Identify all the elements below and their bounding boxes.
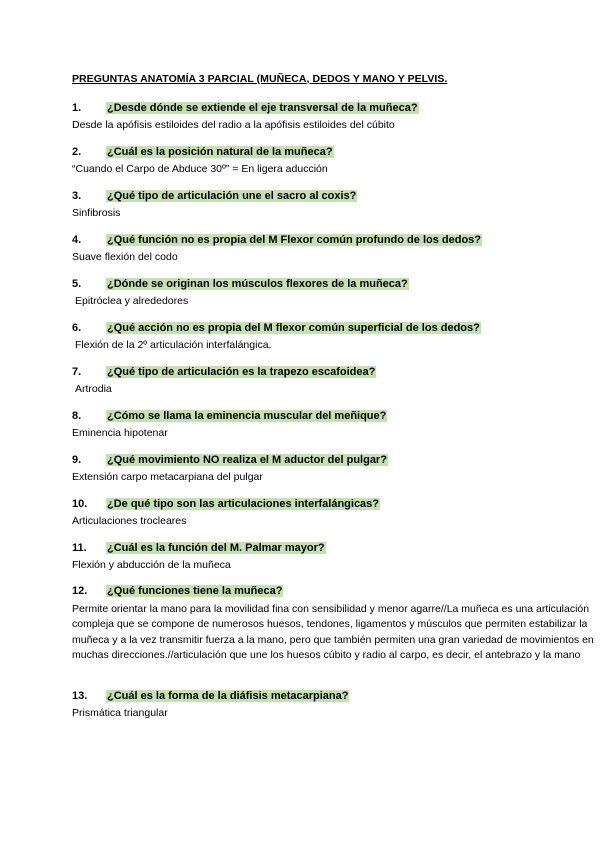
question-7	[72, 365, 572, 380]
question-number: 13.	[72, 690, 88, 702]
question-number: 10.	[72, 498, 88, 510]
qa-item-2	[72, 145, 572, 176]
question-text: ¿Qué funciones tiene la muñeca?	[107, 585, 283, 597]
question-13	[72, 689, 572, 704]
question-number: 1.	[72, 102, 82, 114]
qa-item-8	[72, 409, 572, 440]
question-text: ¿De qué tipo son las articulaciones interfalángicas?	[107, 498, 380, 510]
answer-4: Suave flexión del codo	[72, 251, 178, 263]
qa-item-12	[72, 584, 594, 663]
qa-item-11	[72, 541, 572, 572]
answer-13: Prismática triangular	[72, 707, 168, 719]
qa-item-7	[72, 365, 572, 396]
answer-11: Flexión y abducción de la muñeca	[72, 559, 231, 571]
question-text: ¿Cuál es la posición natural de la muñeca?	[107, 146, 333, 158]
question-9	[72, 453, 572, 468]
question-number: 5.	[72, 278, 82, 290]
question-10	[72, 497, 572, 512]
question-number: 2.	[72, 146, 82, 158]
question-text: ¿Qué función no es propia del M Flexor común profundo de los dedos?	[107, 234, 482, 246]
answer-10: Articulaciones trocleares	[72, 515, 187, 527]
question-text: ¿Qué tipo de articulación es la trapezo escafoidea?	[107, 366, 376, 378]
question-text: ¿Cuál es la función del M. Palmar mayor?	[107, 542, 325, 554]
question-2	[72, 145, 572, 160]
answer-8: Eminencia hipotenar	[72, 427, 168, 439]
question-text: ¿Dónde se originan los músculos flexores de la muñeca?	[107, 278, 408, 290]
qa-item-5	[72, 277, 572, 308]
question-12	[72, 584, 572, 599]
question-number: 9.	[72, 454, 82, 466]
question-number: 7.	[72, 366, 82, 378]
question-3	[72, 189, 572, 204]
question-number: 11.	[72, 542, 87, 554]
question-number: 4.	[72, 234, 82, 246]
question-number: 6.	[72, 322, 82, 334]
question-8	[72, 409, 572, 424]
question-text: ¿Qué tipo de articulación une el sacro al coxis?	[107, 190, 357, 202]
answer-1: Desde la apófisis estiloides del radio a la apófisis estiloides del cúbito	[72, 119, 395, 131]
question-4	[72, 233, 572, 248]
qa-item-9	[72, 453, 572, 484]
question-number: 12.	[72, 585, 88, 597]
answer-9: Extensión carpo metacarpiana del pulgar	[72, 471, 263, 483]
question-5	[72, 277, 572, 292]
qa-item-13	[72, 689, 572, 720]
answer-12: Permite orientar la mano para la movilidad fina con sensibilidad y menor agarre//La muñeca es una articulación compleja que se compone de numerosos huesos, tendones, ligamentos y músculos que permiten estabilizar la muñeca y a la vez transmitir fuerza a la mano, pero que también permiten una gran variedad de movimientos en muchas direcciones.//articulación que une los huesos cúbito y radio al carpo, es decir, el antebrazo y la mano	[72, 603, 594, 661]
qa-item-3	[72, 189, 572, 220]
question-text: ¿Cómo se llama la eminencia muscular del meñique?	[107, 410, 387, 422]
qa-item-4	[72, 233, 572, 264]
question-text: ¿Qué movimiento NO realiza el M aductor del pulgar?	[107, 454, 387, 466]
qa-item-10	[72, 497, 572, 528]
question-text: ¿Qué acción no es propia del M flexor común superficial de los dedos?	[107, 322, 480, 334]
qa-item-6	[72, 321, 572, 352]
question-text: ¿Cuál es la forma de la diáfisis metacarpiana?	[107, 690, 349, 702]
answer-6: Flexión de la 2º articulación interfalángica.	[75, 339, 272, 351]
question-number: 3.	[72, 190, 82, 202]
question-text: ¿Desde dónde se extiende el eje transversal de la muñeca?	[107, 102, 418, 114]
answer-5: Epitróclea y alrededores	[75, 295, 189, 307]
question-number: 8.	[72, 410, 82, 422]
answer-3: Sinfibrosis	[72, 207, 121, 219]
document-title: PREGUNTAS ANATOMÍA 3 PARCIAL (MUÑECA, DEDOS Y MANO Y PELVIS.	[72, 73, 448, 85]
question-1	[72, 101, 572, 116]
answer-7: Artrodia	[75, 383, 112, 395]
question-6	[72, 321, 572, 336]
question-11	[72, 541, 572, 556]
qa-item-1	[72, 101, 572, 132]
answer-2: “Cuando el Carpo de Abduce 30º” = En ligera aducción	[72, 163, 328, 175]
